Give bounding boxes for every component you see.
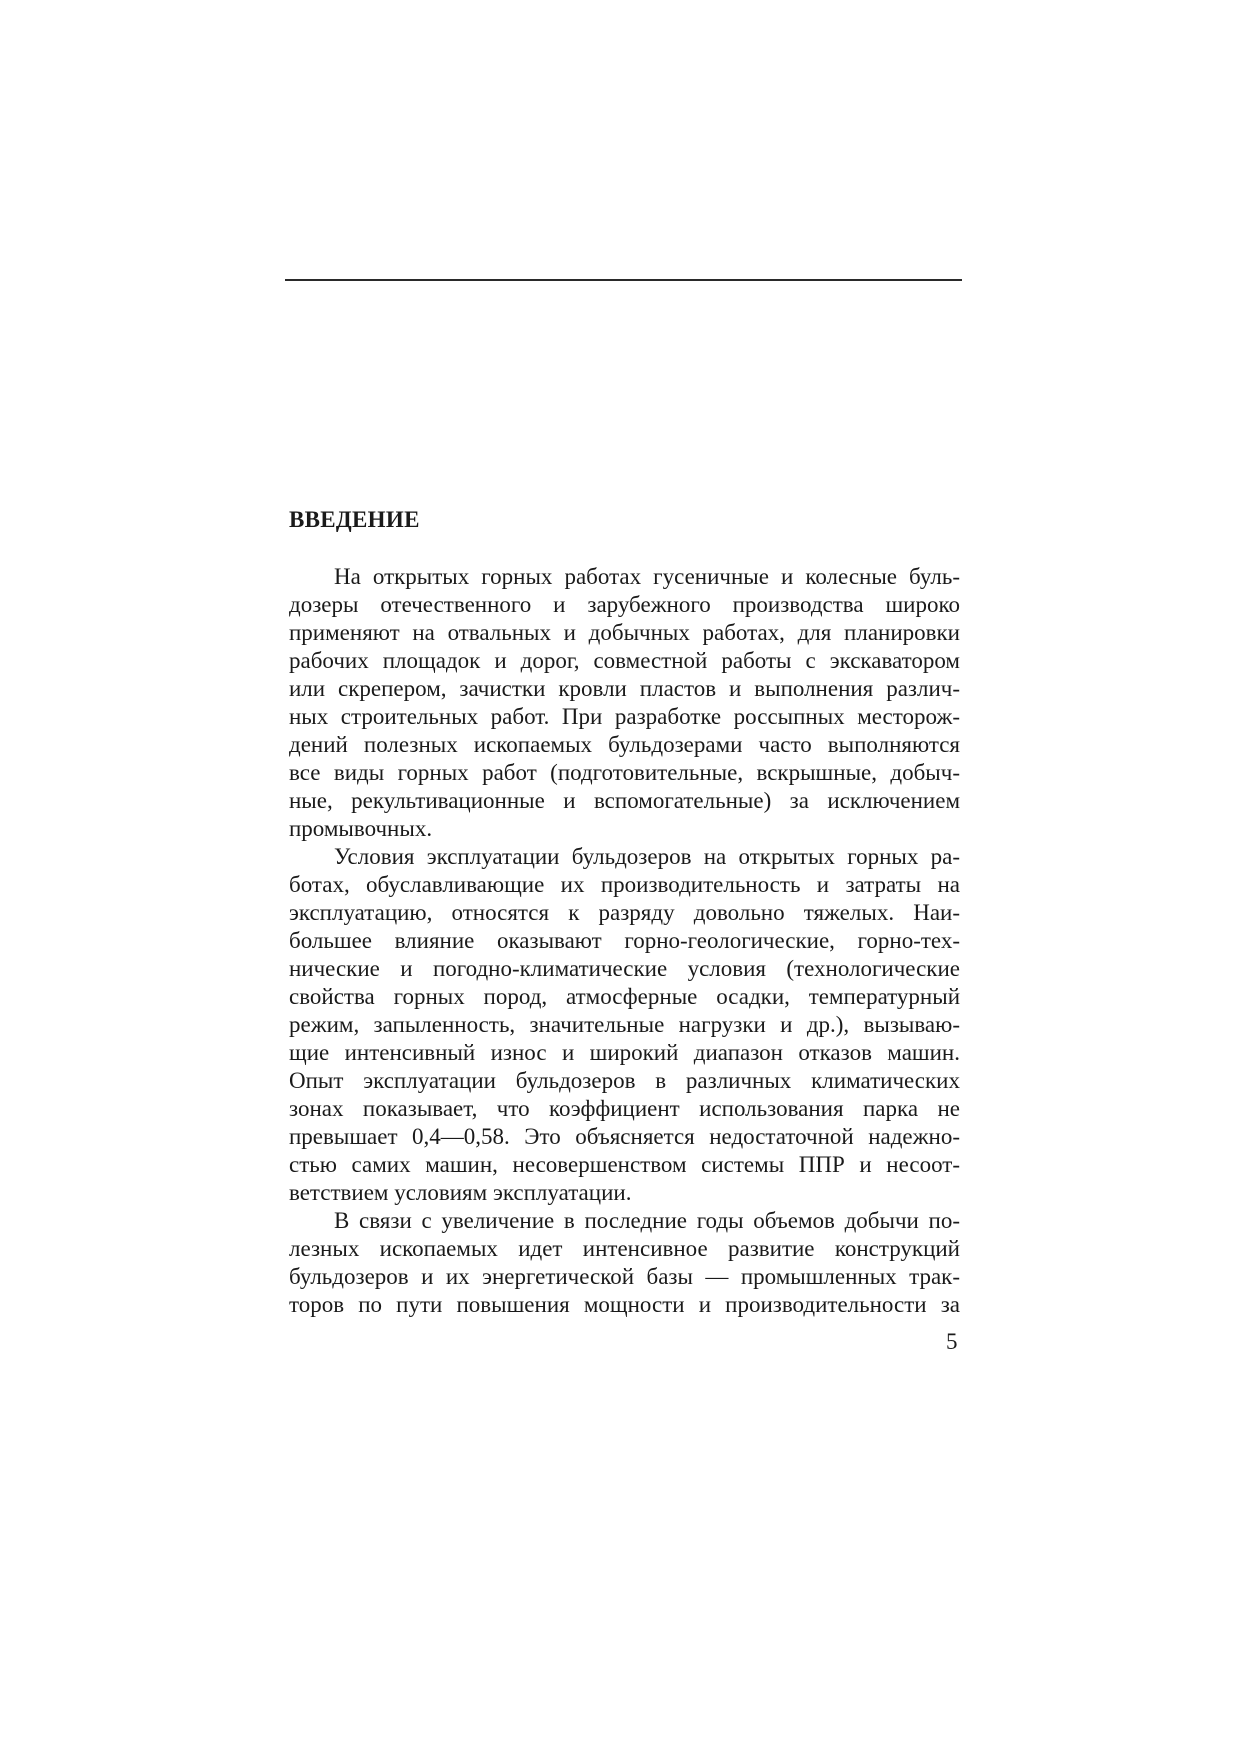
body-text (289, 563, 960, 1319)
text-line: превышает 0,4—0,58. Это объясняется недостаточной надежно- (289, 1124, 960, 1149)
text-line: дозеры отечественного и зарубежного производства широко (289, 592, 960, 617)
text-line: или скрепером, зачистки кровли пластов и выполнения различ- (289, 676, 960, 701)
text-line: стью самих машин, несовершенством системы ППР и несоот- (289, 1152, 960, 1177)
text-line: ных строительных работ. При разработке россыпных месторож- (289, 704, 960, 729)
text-line: бульдозеров и их энергетической базы — промышленных трак- (289, 1264, 960, 1289)
paragraph-3 (289, 1207, 960, 1319)
text-line: свойства горных пород, атмосферные осадки, температурный (289, 984, 960, 1009)
text-line: Условия эксплуатации бульдозеров на открытых горных ра- (334, 844, 960, 869)
text-line: щие интенсивный износ и широкий диапазон отказов машин. (289, 1040, 960, 1065)
paragraph-2 (289, 843, 960, 1207)
text-line: нические и погодно-климатические условия (технологические (289, 956, 960, 981)
text-line: Опыт эксплуатации бульдозеров в различных климатических (289, 1068, 960, 1093)
section-heading: ВВЕДЕНИЕ (289, 507, 420, 532)
text-line: режим, запыленность, значительные нагрузки и др.), вызываю- (289, 1012, 960, 1037)
header-rule (285, 279, 962, 281)
page-number: 5 (946, 1329, 958, 1354)
text-line: дений полезных ископаемых бульдозерами часто выполняются (289, 732, 960, 757)
text-line: На открытых горных работах гусеничные и колесные буль- (334, 564, 960, 589)
text-line: торов по пути повышения мощности и производительности за (289, 1292, 960, 1317)
text-line: В связи с увеличение в последние годы объемов добычи по- (334, 1208, 960, 1233)
text-line: рабочих площадок и дорог, совместной работы с экскаватором (289, 648, 960, 673)
text-line: промывочных. (289, 816, 433, 841)
text-line: ветствием условиям эксплуатации. (289, 1180, 632, 1205)
text-line: применяют на отвальных и добычных работах, для планировки (289, 620, 960, 645)
text-line: лезных ископаемых идет интенсивное развитие конструкций (289, 1236, 960, 1261)
text-line: все виды горных работ (подготовительные, вскрышные, добыч- (289, 760, 960, 785)
text-line: большее влияние оказывают горно-геологические, горно-тех- (289, 928, 960, 953)
text-line: ботах, обуславливающие их производительность и затраты на (289, 872, 960, 897)
paragraph-1 (289, 563, 960, 843)
text-line: эксплуатацию, относятся к разряду довольно тяжелых. Наи- (289, 900, 960, 925)
text-line: ные, рекультивационные и вспомогательные) за исключением (289, 788, 960, 813)
text-line: зонах показывает, что коэффициент использования парка не (289, 1096, 960, 1121)
